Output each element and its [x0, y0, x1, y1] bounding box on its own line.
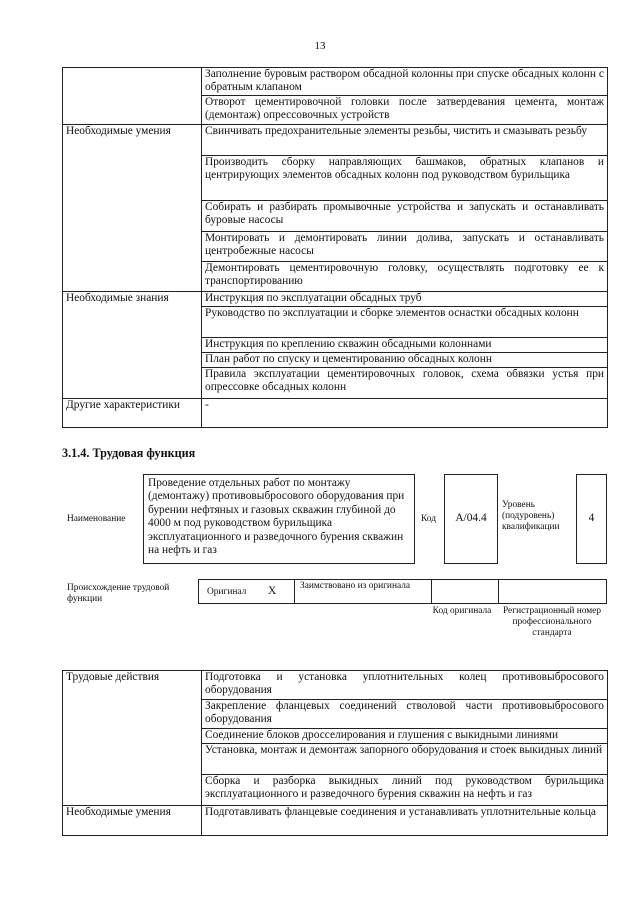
table-cell: Монтировать и демонтировать линии долива, запускать и останавливать центробежные насосы	[202, 232, 608, 262]
competency-table-1	[62, 67, 608, 428]
table-cell: Отворот цементировочной головки после затвердевания цемента, монтаж (демонтаж) опрессовочных устройств	[202, 96, 608, 125]
table-cell: Подготавливать фланцевые соединения и устанавливать уплотнительные кольца	[202, 806, 608, 836]
divider	[431, 580, 432, 603]
table-cell: План работ по спуску и цементированию обсадных колонн	[202, 353, 608, 368]
level-box	[576, 474, 607, 564]
row-label	[63, 68, 202, 125]
page-number: 13	[314, 40, 326, 52]
table-cell: Руководство по эксплуатации и сборке элементов оснастки обсадных колонн	[202, 307, 608, 338]
table-cell: Правила эксплуатации цементировочных головок, схема обвязки устья при опрессовке обсадных колонн	[202, 368, 608, 399]
original-label: Оригинал	[207, 587, 247, 597]
reg-caption: Регистрационный номер профессионального стандарта	[502, 606, 602, 638]
row-label-knowledge: Необходимые знания	[63, 292, 202, 399]
row-label-skills: Необходимые умения	[63, 125, 202, 292]
table-cell: Инструкция по эксплуатации обсадных труб	[202, 292, 608, 307]
row-label-skills-2: Необходимые умения	[63, 806, 202, 836]
code-label: Код	[421, 514, 436, 524]
table-cell: Подготовка и установка уплотнительных колец противовыбросового оборудования	[202, 671, 608, 700]
origin-label: Происхождение трудовой функции	[67, 583, 170, 604]
table-cell: Установка, монтаж и демонтаж запорного оборудования и стоек выкидных линий	[202, 744, 608, 775]
table-cell: Инструкция по креплению скважин обсадными колоннами	[202, 338, 608, 353]
function-name-box	[143, 474, 415, 564]
level-value: 4	[588, 512, 595, 525]
original-mark: X	[268, 585, 277, 597]
level-label: Уровень (подуровень) квалификации	[502, 500, 560, 532]
table-cell: Свинчивать предохранительные элементы резьбы, чистить и смазывать резьбу	[202, 125, 608, 156]
code-box	[444, 474, 498, 564]
table-cell: Демонтировать цементировочную головку, осуществлять подготовку ее к транспортированию	[202, 262, 608, 292]
name-label: Наименование	[67, 514, 126, 524]
borrowed-label: Заимствовано из оригинала	[300, 581, 411, 591]
table-cell: -	[202, 399, 608, 428]
section-title: 3.1.4. Трудовая функция	[62, 446, 196, 460]
divider	[498, 580, 499, 603]
function-name: Проведение отдельных работ по монтажу (демонтажу) противовыбросового оборудования при бурении нефтяных и газовых скважин глубиной до 4000 м под руководством бурильщика эксплуатационного и разведочного бурения скважин на нефть и газ	[148, 477, 405, 557]
code-value: A/04.4	[455, 512, 487, 525]
table-cell: Собирать и разбирать промывочные устройства и запускать и останавливать буровые насосы	[202, 201, 608, 232]
competency-table-2	[62, 670, 608, 836]
row-label-actions: Трудовые действия	[63, 671, 202, 806]
table-cell: Заполнение буровым раствором обсадной колонны при спуске обсадных колонн с обратным клапаном	[202, 68, 608, 96]
table-cell: Закрепление фланцевых соединений стволовой части противовыбросового оборудования	[202, 700, 608, 729]
code-caption: Код оригинала	[432, 606, 492, 616]
table-cell: Сборка и разборка выкидных линий под руководством бурильщика эксплуатационного и разведочного бурения скважин на нефть и газ	[202, 775, 608, 806]
divider	[294, 580, 295, 603]
row-label-other: Другие характеристики	[63, 399, 202, 428]
table-cell: Производить сборку направляющих башмаков, обратных клапанов и центрирующих элементов обсадных колонн под руководством бурильщика	[202, 156, 608, 201]
origin-row	[198, 579, 607, 604]
table-cell: Соединение блоков дросселирования и глушения с выкидными линиями	[202, 729, 608, 744]
